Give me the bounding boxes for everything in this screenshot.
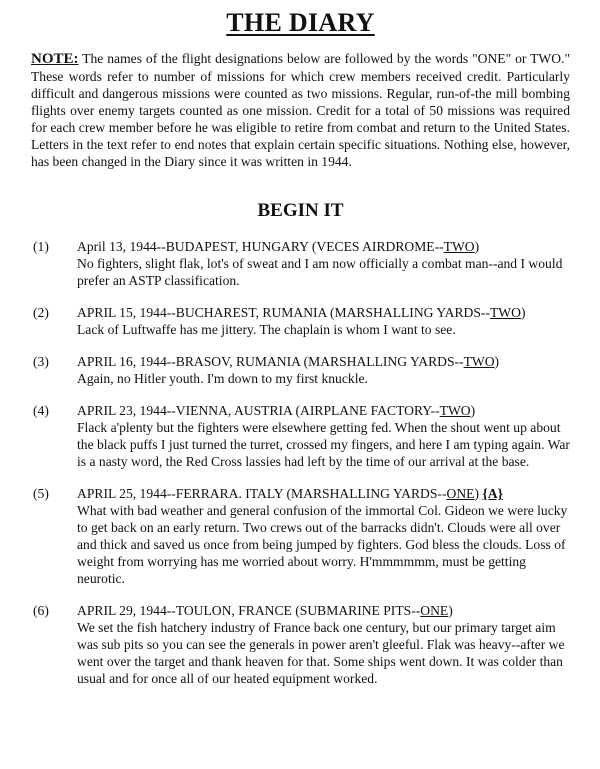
note-text: The names of the flight designations below are followed by the words "ONE" or TWO." These words refer to number of missions for which crew members received credit. Particularly difficult and dangerous missions were counted as two missions. Regular, run-of-the mill bombing flights over enemy targets counted as one mission. Credit for a total of 50 missions was required for each crew member before he was eligible to retire from combat and return to the United States. Letters in the text refer to end notes that explain certain specific situations. Nothing else, however, has been changed in the Diary since it was written in 1944. <box>31 51 570 169</box>
entry-heading-close: ) <box>474 486 483 501</box>
section-title: BEGIN IT <box>257 200 344 221</box>
entry-number: (3) <box>33 354 49 369</box>
entry-text: No fighters, slight flak, lot's of sweat and I am now officially a combat man--and I would prefer an ASTP classification. <box>77 256 563 288</box>
entry-heading-text: APRIL 16, 1944--BRASOV, RUMANIA (MARSHALLING YARDS-- <box>77 354 464 369</box>
entry-heading-text: APRIL 29, 1944--TOULON, FRANCE (SUBMARINE PITS-- <box>77 603 421 618</box>
entry-heading-close: ) <box>520 305 526 320</box>
diary-entry <box>31 353 570 387</box>
entry-text: Lack of Luftwaffe has me jittery. The chaplain is whom I want to see. <box>77 322 456 337</box>
entry-heading <box>77 304 570 321</box>
diary-entry <box>31 238 570 289</box>
entry-body <box>77 402 570 470</box>
entry-number: (6) <box>33 603 49 618</box>
entry-text: What with bad weather and general confusion of the immortal Col. Gideon we were lucky to get back on an early return. Two crews out of the barracks didn't. Clouds were all over and thick and saved us once from being jumped by fighters. God bless the clouds. Loss of weight from worrying has me worried about worry. H'mmmmmm, must be getting neurotic. <box>77 503 568 586</box>
mission-credit: TWO <box>443 239 475 254</box>
diary-entry <box>31 485 570 587</box>
entry-text: We set the fish hatchery industry of France back one century, but our primary target aim was sub pits so you can see the generals in power aren't gleeful. Flak was heavy--after we went over the target and thank heaven for that. Some ships went down. It was colder than usual and for once all of our heated equipment worked. <box>77 620 565 686</box>
page-title: THE DIARY <box>226 8 375 37</box>
entry-body <box>77 304 570 338</box>
note-label: NOTE: <box>31 51 79 67</box>
entry-heading-text: April 13, 1944--BUDAPEST, HUNGARY (VECES AIRDROME-- <box>77 239 444 254</box>
note-paragraph <box>31 50 570 170</box>
entry-number: (1) <box>33 239 49 254</box>
endnote-ref: {A} <box>482 486 503 501</box>
mission-credit: ONE <box>420 603 449 618</box>
mission-credit: TWO <box>489 305 521 320</box>
diary-entry <box>31 402 570 470</box>
entry-heading-text: APRIL 25, 1944--FERRARA. ITALY (MARSHALLING YARDS-- <box>77 486 447 501</box>
entry-heading-close: ) <box>494 354 500 369</box>
diary-entries <box>31 238 570 687</box>
entry-body <box>77 485 570 587</box>
entry-number: (2) <box>33 305 49 320</box>
entry-heading-text: APRIL 23, 1944--VIENNA, AUSTRIA (AIRPLANE FACTORY-- <box>77 403 440 418</box>
diary-entry <box>31 602 570 687</box>
entry-number: (5) <box>33 486 49 501</box>
entry-body <box>77 602 570 687</box>
entry-heading <box>77 402 570 419</box>
entry-heading-text: APRIL 15, 1944--BUCHAREST, RUMANIA (MARSHALLING YARDS-- <box>77 305 490 320</box>
diary-entry <box>31 304 570 338</box>
entry-heading <box>77 353 570 370</box>
entry-heading <box>77 485 570 502</box>
mission-credit: ONE <box>446 486 475 501</box>
entry-text: Flack a'plenty but the fighters were elsewhere getting fed. When the shout went up about the black puffs I just turned the turret, crossed my fingers, and here I am typing again. War is a nasty word, the Red Cross lassies had left by the time of our arrival at the base. <box>77 420 570 469</box>
entry-body <box>77 353 570 387</box>
entry-heading-close: ) <box>448 603 453 618</box>
entry-number: (4) <box>33 403 49 418</box>
entry-body <box>77 238 570 289</box>
mission-credit: TWO <box>439 403 471 418</box>
entry-text: Again, no Hitler youth. I'm down to my first knuckle. <box>77 371 368 386</box>
entry-heading-close: ) <box>474 239 480 254</box>
entry-heading <box>77 238 570 255</box>
mission-credit: TWO <box>463 354 495 369</box>
entry-heading-close: ) <box>470 403 476 418</box>
entry-heading <box>77 602 570 619</box>
